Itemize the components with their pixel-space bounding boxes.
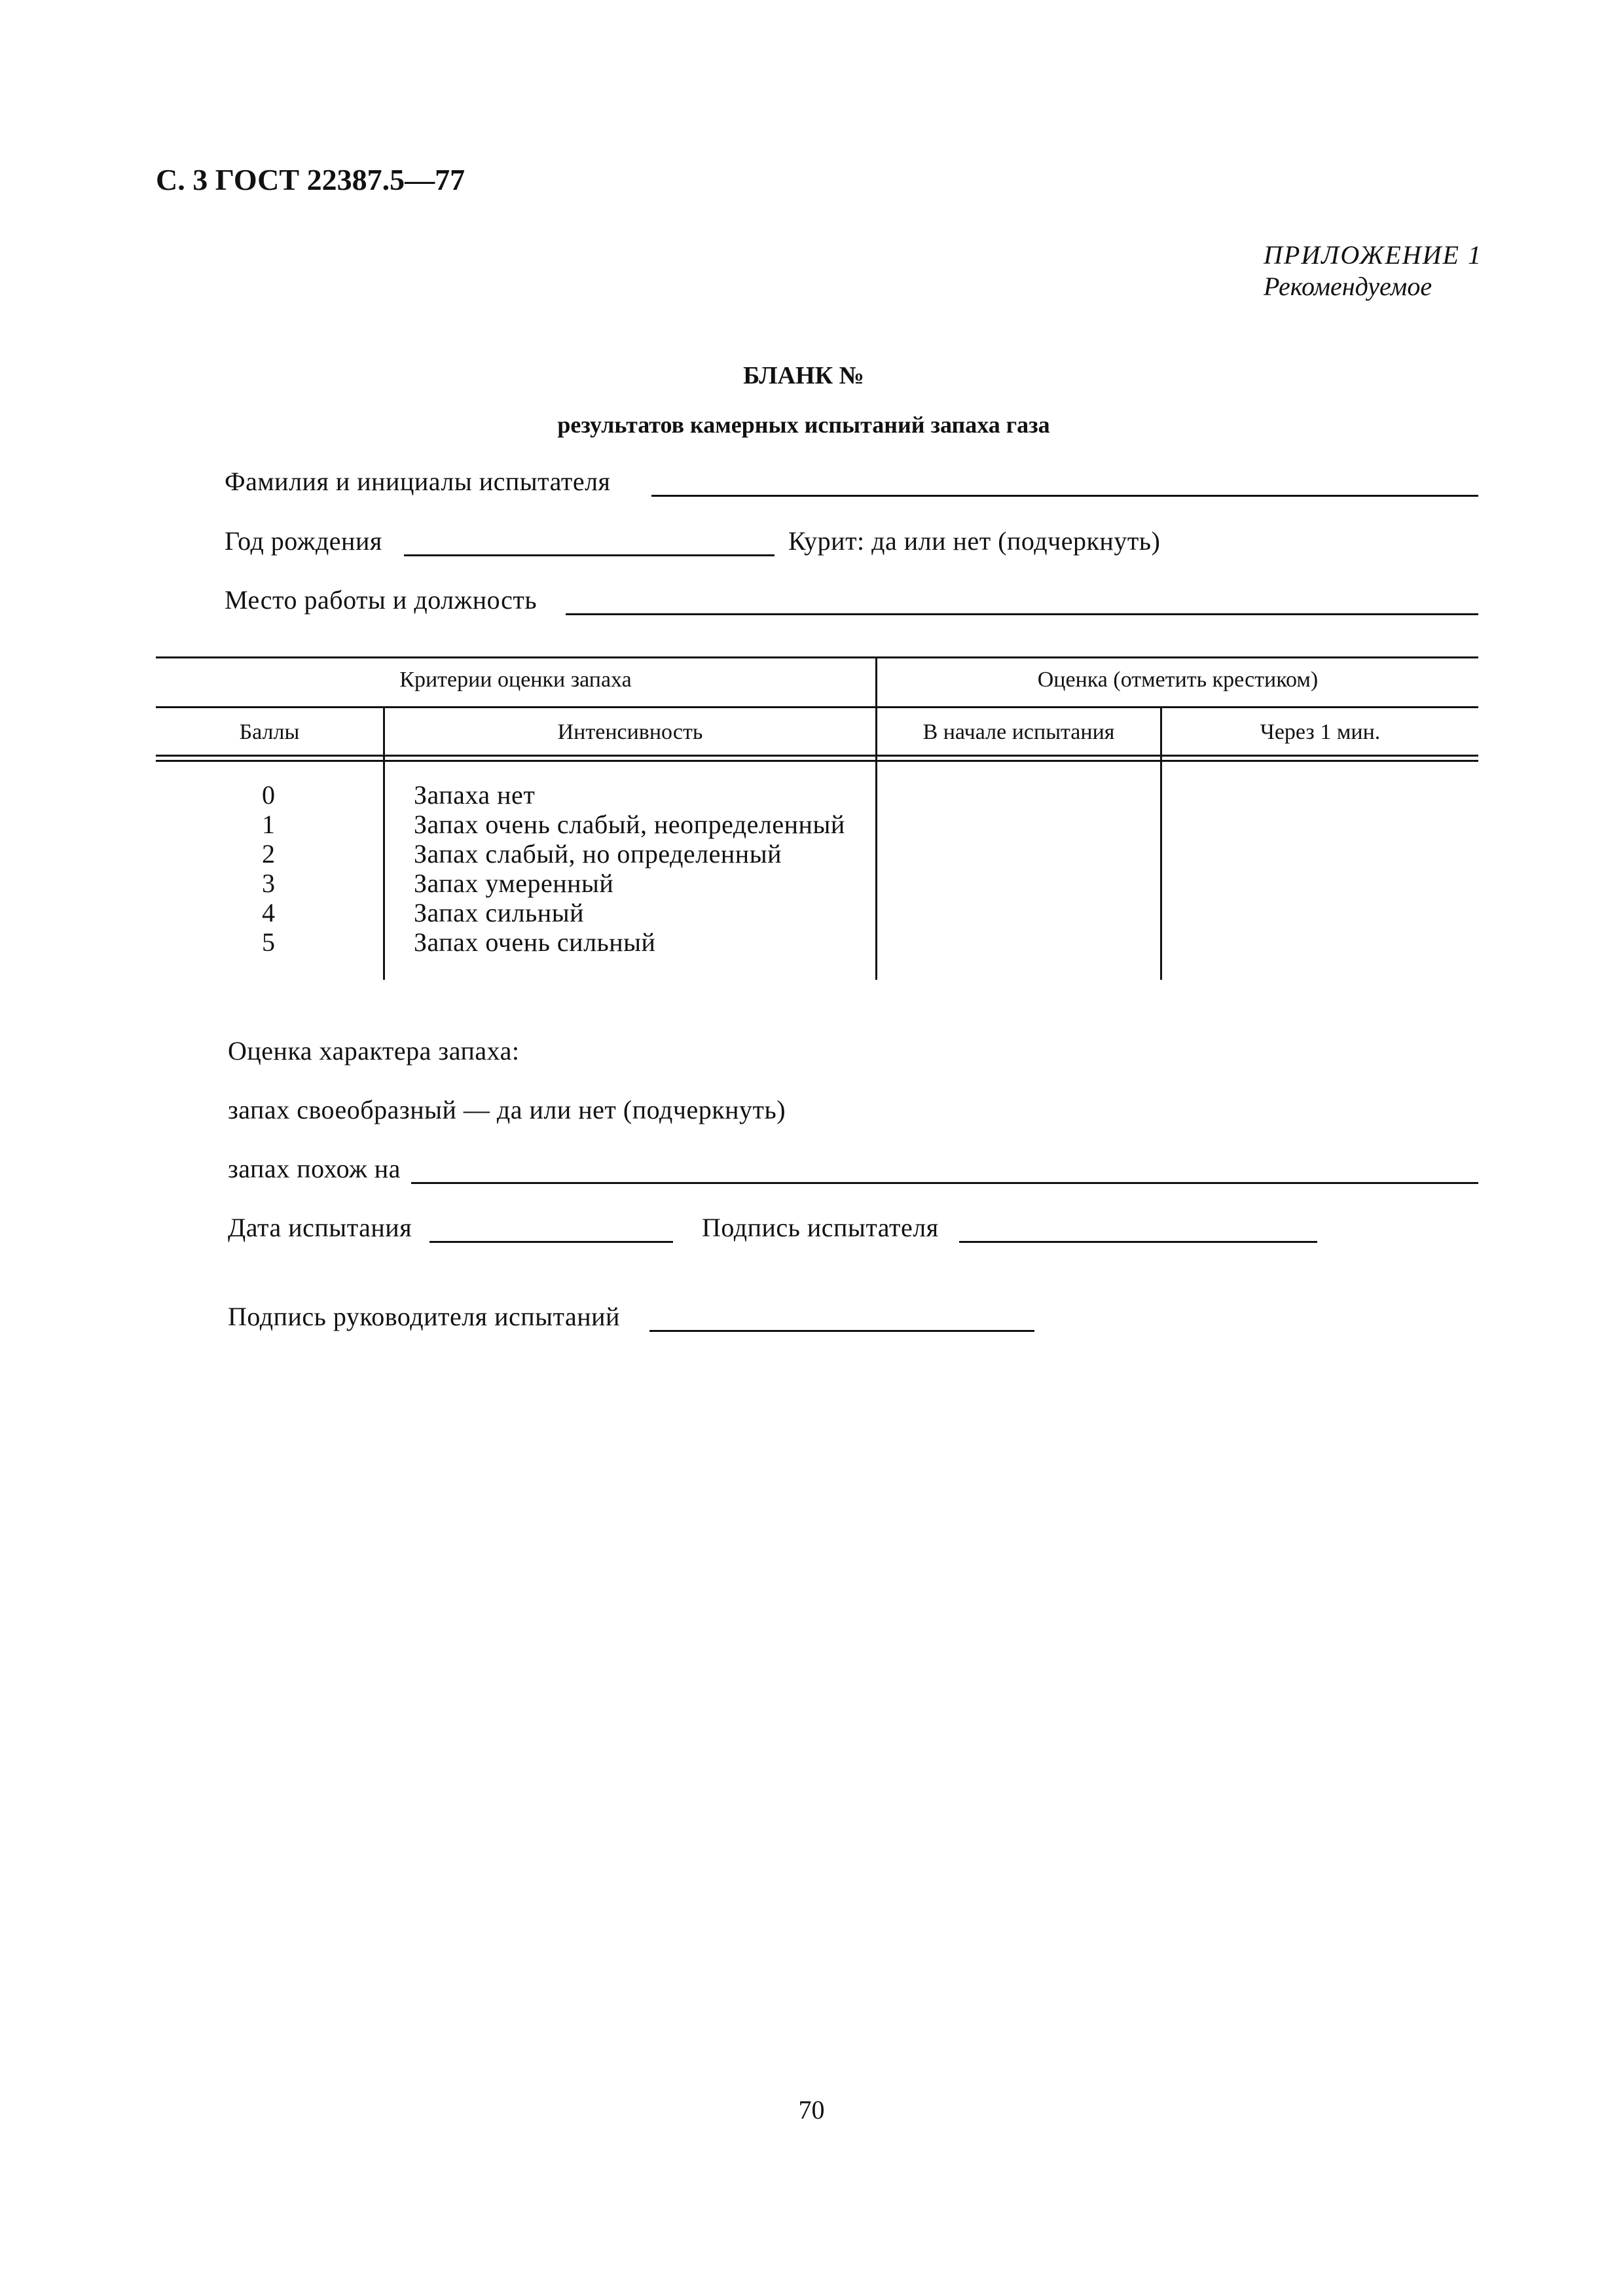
score-value: 5 [262,927,275,957]
smokes-question: Курит: да или нет (подчеркнуть) [788,526,1161,556]
intensity-value: Запаха нет [414,780,536,810]
intensity-value: Запах очень слабый, неопределенный [414,810,845,839]
header-criteria: Критерии оценки запаха [399,668,632,692]
intensity-value: Запах умеренный [414,869,614,898]
birth-year-field[interactable] [404,554,775,556]
score-value: 0 [262,780,275,810]
test-date-field[interactable] [429,1241,673,1243]
score-value: 1 [262,810,275,839]
intensity-value: Запах очень сильный [414,927,656,957]
table-header-rule-2 [156,760,1478,762]
table-divider-score [383,708,385,980]
appendix-status: Рекомендуемое [1264,272,1432,301]
tester-signature-label: Подпись испытателя [702,1213,939,1242]
appendix-number: ПРИЛОЖЕНИЕ 1 [1264,240,1482,270]
tester-name-label: Фамилия и инициалы испытателя [225,467,611,496]
header-after-1-min: Через 1 мин. [1260,720,1381,744]
score-value: 3 [262,869,275,898]
table-top-rule [156,656,1478,658]
page-number: 70 [798,2095,825,2125]
table-group-rule [156,706,1478,708]
similar-to-label: запах похож на [228,1154,401,1183]
score-value: 4 [262,898,275,927]
header-rating: Оценка (отметить крестиком) [1037,668,1319,692]
score-column [249,780,288,957]
tester-signature-field[interactable] [959,1241,1317,1243]
header-at-start: В начале испытания [922,720,1115,744]
similar-to-field[interactable] [411,1182,1478,1184]
workplace-field[interactable] [566,613,1478,615]
page-header: С. 3 ГОСТ 22387.5—77 [156,163,465,196]
header-score: Баллы [239,720,300,744]
score-value: 2 [262,839,275,869]
workplace-label: Место работы и должность [225,585,538,615]
birth-year-label: Год рождения [225,526,382,556]
peculiar-odor-question: запах своеобразный — да или нет (подчеркнуть) [228,1095,786,1124]
intensity-value: Запах сильный [414,898,584,927]
test-date-label: Дата испытания [228,1213,412,1242]
intensity-column [414,780,845,957]
appendix-label [1264,240,1482,302]
table-divider-main [875,658,877,980]
form-subtitle: результатов камерных испытаний запаха газа [557,412,1050,438]
table-divider-rating [1160,708,1162,980]
character-heading: Оценка характера запаха: [228,1036,520,1066]
table-header-rule-1 [156,755,1478,757]
head-signature-label: Подпись руководителя испытаний [228,1302,620,1331]
head-signature-field[interactable] [649,1330,1034,1332]
tester-name-field[interactable] [651,495,1478,497]
header-intensity: Интенсивность [557,720,703,744]
form-title: БЛАНК № [743,362,864,389]
intensity-value: Запах слабый, но определенный [414,839,782,869]
